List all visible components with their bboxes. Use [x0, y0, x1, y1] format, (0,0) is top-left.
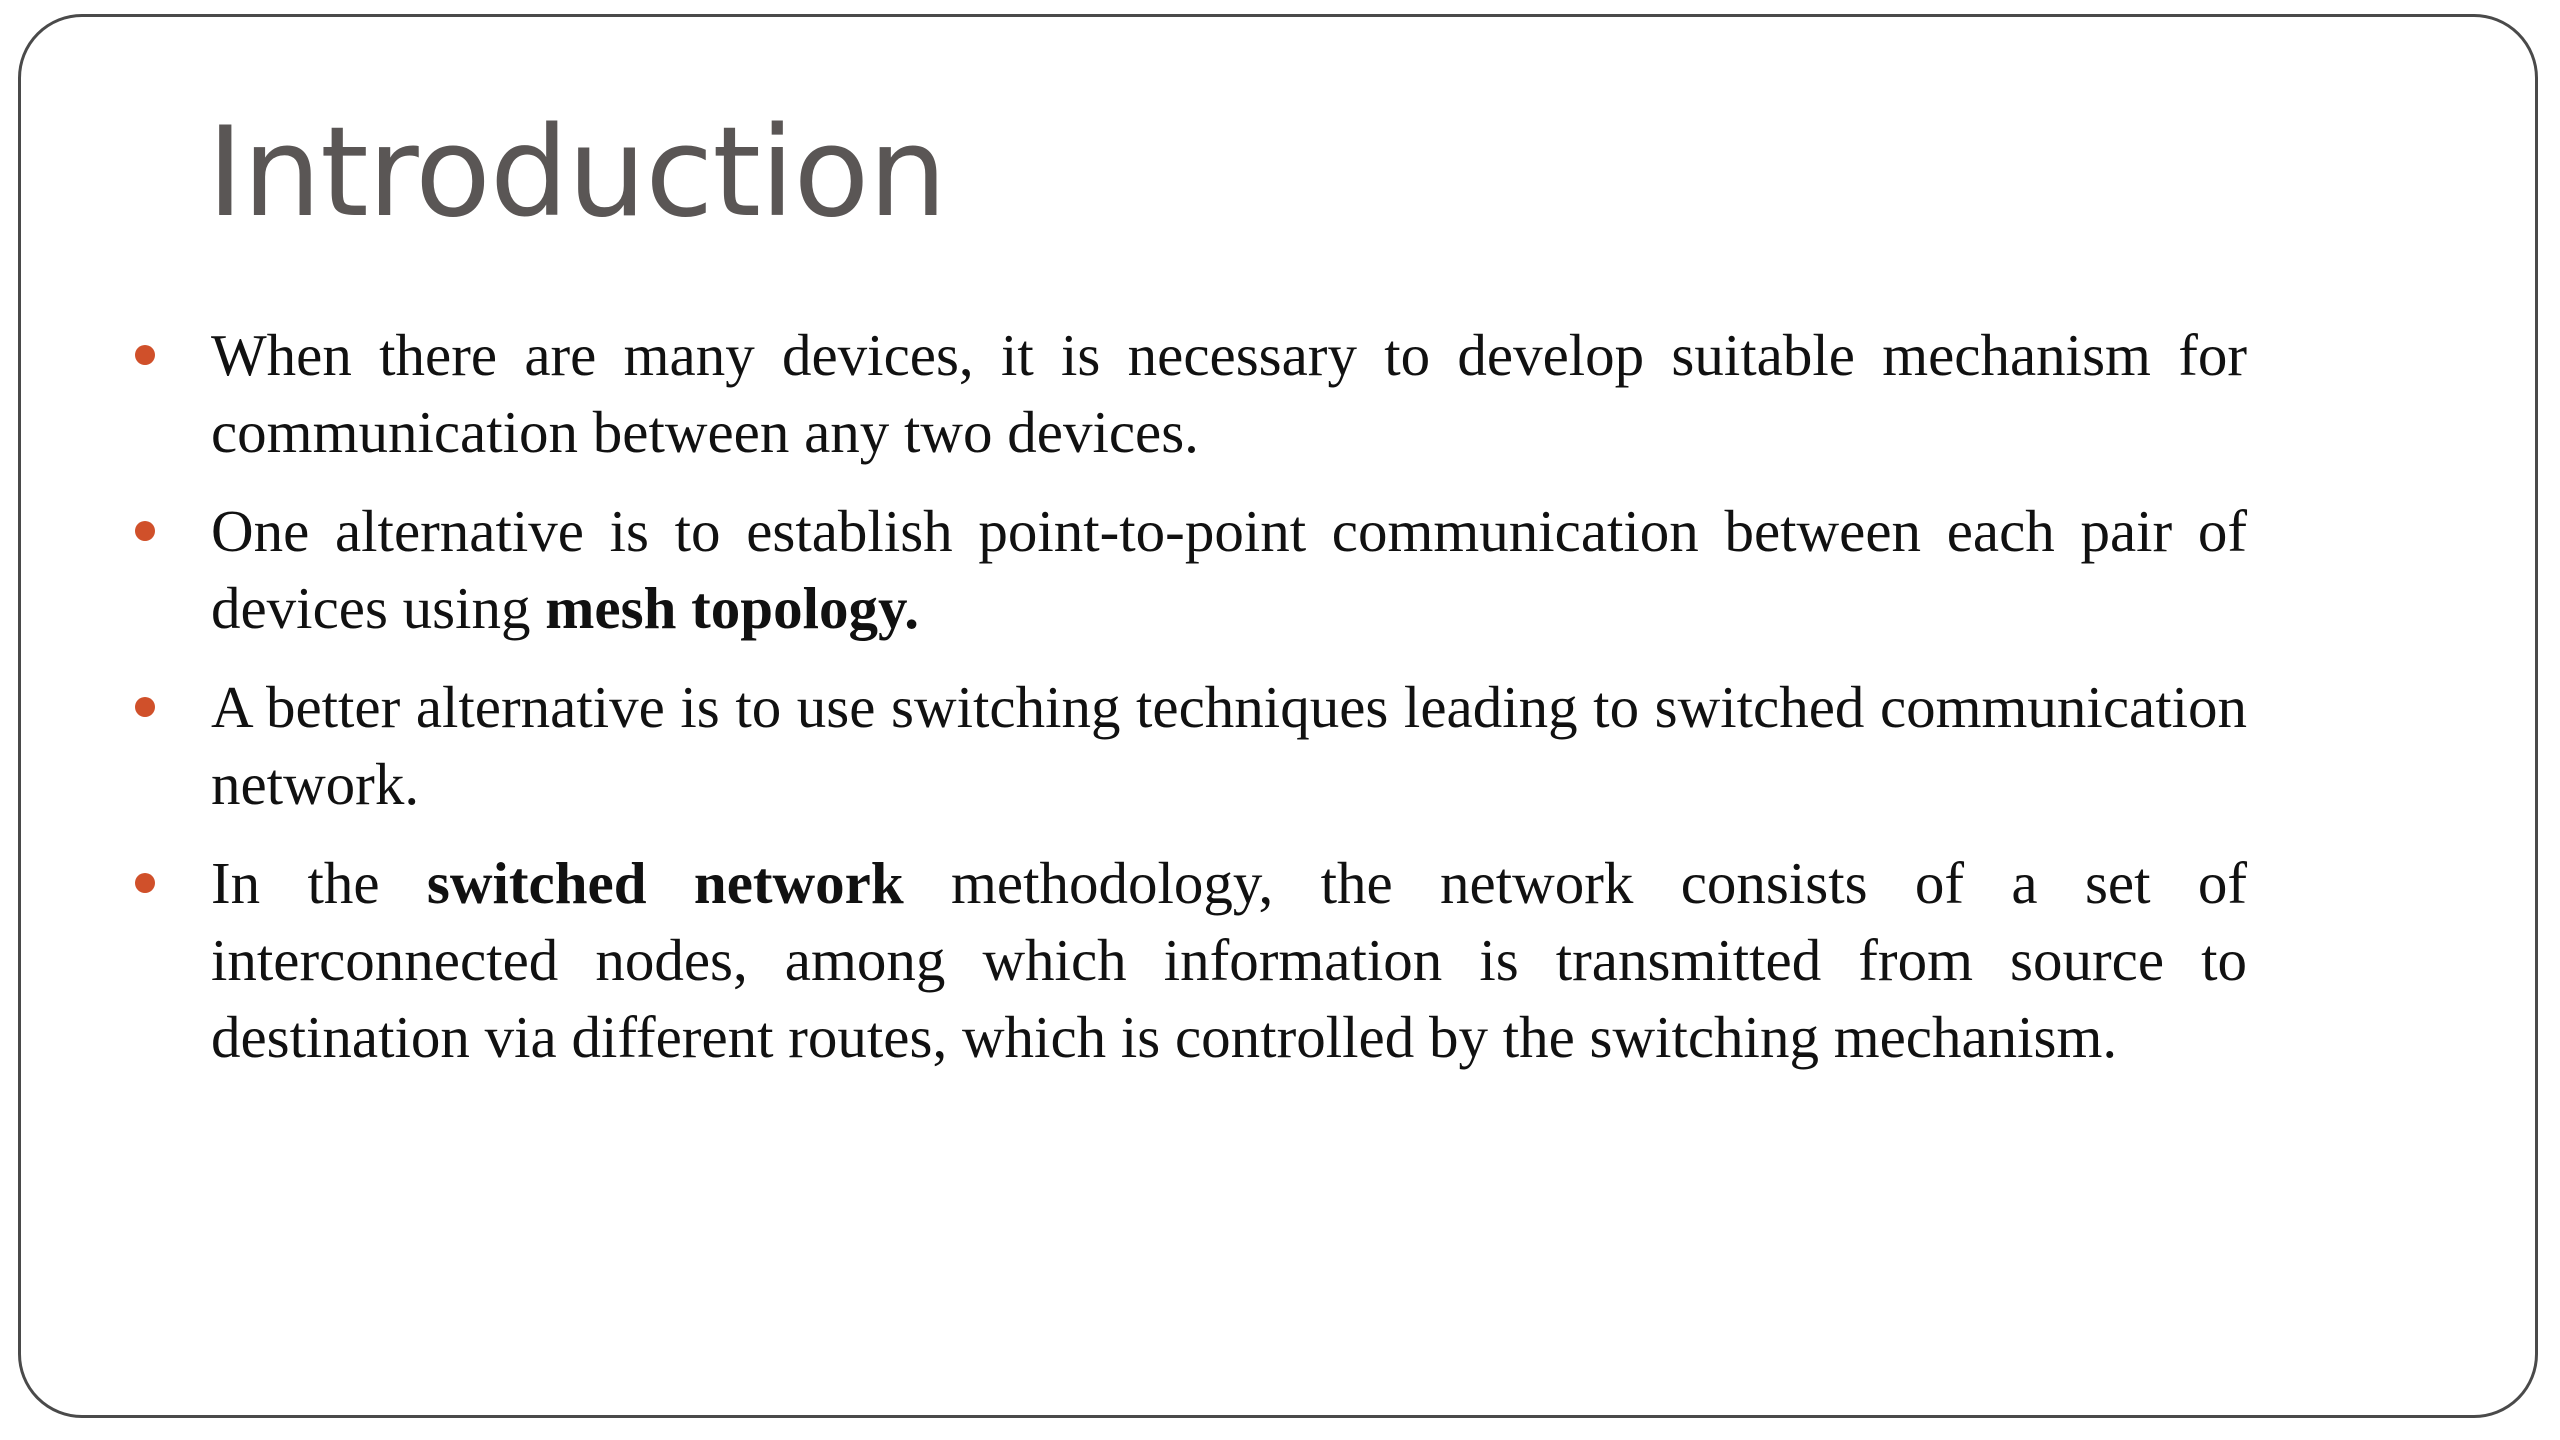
bullet-dot-icon	[135, 873, 155, 893]
bullet-item	[211, 493, 2247, 647]
bold-term-mesh-topology: mesh topology.	[545, 575, 919, 641]
bullet-item	[211, 845, 2247, 1076]
bullet-item	[211, 669, 2247, 823]
bullet-dot-icon	[135, 345, 155, 365]
bullet-text: In the	[211, 850, 427, 916]
bold-term-switched-network: switched network	[426, 850, 904, 916]
slide-frame	[18, 14, 2538, 1418]
bullet-text: A better alternative is to use switching techniques leading to switched communication network.	[211, 674, 2247, 817]
bullet-dot-icon	[135, 521, 155, 541]
bullet-text: When there are many devices, it is necessary to develop suitable mechanism for communication between any two devices.	[211, 322, 2247, 465]
bullet-item	[211, 317, 2247, 471]
slide-title: Introduction	[207, 101, 946, 245]
bullet-text: One alternative is to establish point-to-point communication between each pair of devices using	[211, 498, 2247, 641]
bullet-list	[211, 317, 2247, 1098]
bullet-dot-icon	[135, 697, 155, 717]
bullet-text: methodology, the network consists of a set of interconnected nodes, among which information is transmitted from source to destination via different routes, which is controlled by the switching mechanism.	[211, 850, 2247, 1070]
